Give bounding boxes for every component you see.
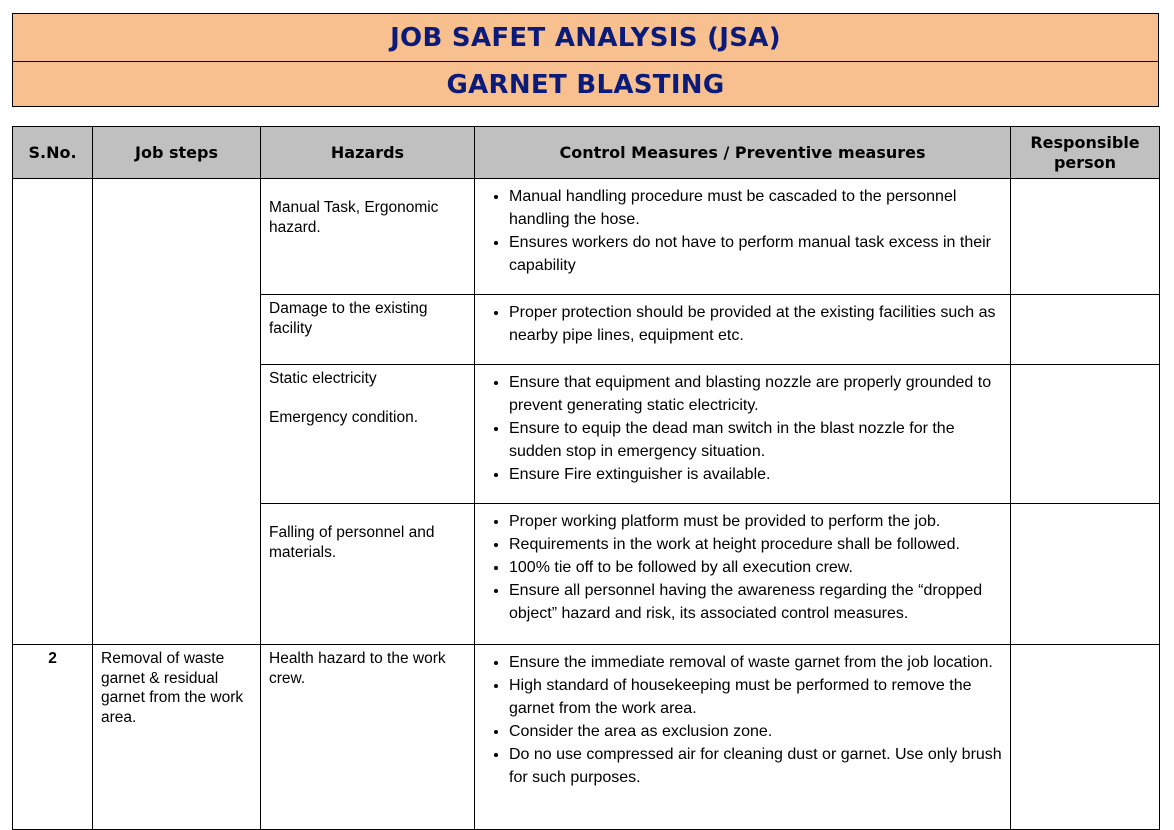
document-subtitle: GARNET BLASTING <box>446 70 725 100</box>
measures-list <box>483 301 1004 347</box>
measures-list <box>483 651 1004 789</box>
hazard-cell <box>261 179 475 295</box>
hazard-text: Emergency condition. <box>269 408 419 426</box>
control-measures-cell <box>475 179 1011 295</box>
hazard-text: Health hazard to the work crew. <box>269 650 446 687</box>
hazard-text: Static electricity <box>269 370 377 387</box>
measure-item: • Proper working platform must be provided to perform the job. <box>509 510 1004 533</box>
control-measures-cell <box>475 365 1011 504</box>
column-header-responsible-person: Responsible person <box>1011 127 1160 179</box>
measures-list <box>483 371 1004 486</box>
responsible-cell <box>1011 365 1160 504</box>
control-measures-cell <box>475 504 1011 645</box>
measure-item: • Ensure the immediate removal of waste garnet from the job location. <box>509 651 1004 674</box>
responsible-cell <box>1011 504 1160 645</box>
table-header-row <box>13 127 1160 179</box>
measures-list <box>483 510 1004 625</box>
hazard-cell <box>261 295 475 365</box>
jsa-table <box>12 126 1160 830</box>
sno-cell: 2 <box>13 645 93 830</box>
column-header-hazards: Hazards <box>261 127 475 179</box>
document-title: JOB SAFET ANALYSIS (JSA) <box>13 14 1158 62</box>
document-header <box>12 13 1159 107</box>
responsible-cell <box>1011 179 1160 295</box>
hazard-cell <box>261 365 475 504</box>
measure-item: • High standard of housekeeping must be performed to remove the garnet from the work area. <box>509 674 1004 720</box>
control-measures-cell <box>475 645 1011 830</box>
control-measures-cell <box>475 295 1011 365</box>
table-row <box>13 179 1160 295</box>
measure-item: • Consider the area as exclusion zone. <box>509 720 1004 743</box>
column-header-control-measures: Control Measures / Preventive measures <box>475 127 1011 179</box>
measure-item: • Ensures workers do not have to perform manual task excess in their capability <box>509 231 1004 277</box>
measures-list <box>483 185 1004 277</box>
measure-item: • Do no use compressed air for cleaning dust or garnet. Use only brush for such purposes. <box>509 743 1004 789</box>
column-header-sno: S.No. <box>13 127 93 179</box>
measure-item: • Requirements in the work at height procedure shall be followed. <box>509 533 1004 556</box>
hazard-cell <box>261 645 475 830</box>
measure-item: • Proper protection should be provided at the existing facilities such as nearby pipe lines, equipment etc. <box>509 301 1004 347</box>
job-step-cell <box>93 179 261 645</box>
measure-item: • Ensure Fire extinguisher is available. <box>509 463 1004 486</box>
column-header-job-steps: Job steps <box>93 127 261 179</box>
responsible-cell <box>1011 295 1160 365</box>
hazard-cell <box>261 504 475 645</box>
responsible-cell <box>1011 645 1160 830</box>
measure-item: • Ensure to equip the dead man switch in the blast nozzle for the sudden stop in emergency situation. <box>509 417 1004 463</box>
hazard-text: Falling of personnel and materials. <box>269 524 435 561</box>
measure-item: • Ensure that equipment and blasting nozzle are properly grounded to prevent generating static electricity. <box>509 371 1004 417</box>
measure-item: • 100% tie off to be followed by all execution crew. <box>509 556 1004 579</box>
table-row <box>13 645 1160 830</box>
sno-cell <box>13 179 93 645</box>
measure-item: • Manual handling procedure must be cascaded to the personnel handling the hose. <box>509 185 1004 231</box>
measure-item: • Ensure all personnel having the awareness regarding the “dropped object” hazard and risk, its associated control measures. <box>509 579 1004 625</box>
hazard-text: Manual Task, Ergonomic hazard. <box>269 199 439 236</box>
job-step-cell: Removal of waste garnet & residual garnet from the work area. <box>93 645 261 830</box>
hazard-text: Damage to the existing facility <box>269 300 428 337</box>
